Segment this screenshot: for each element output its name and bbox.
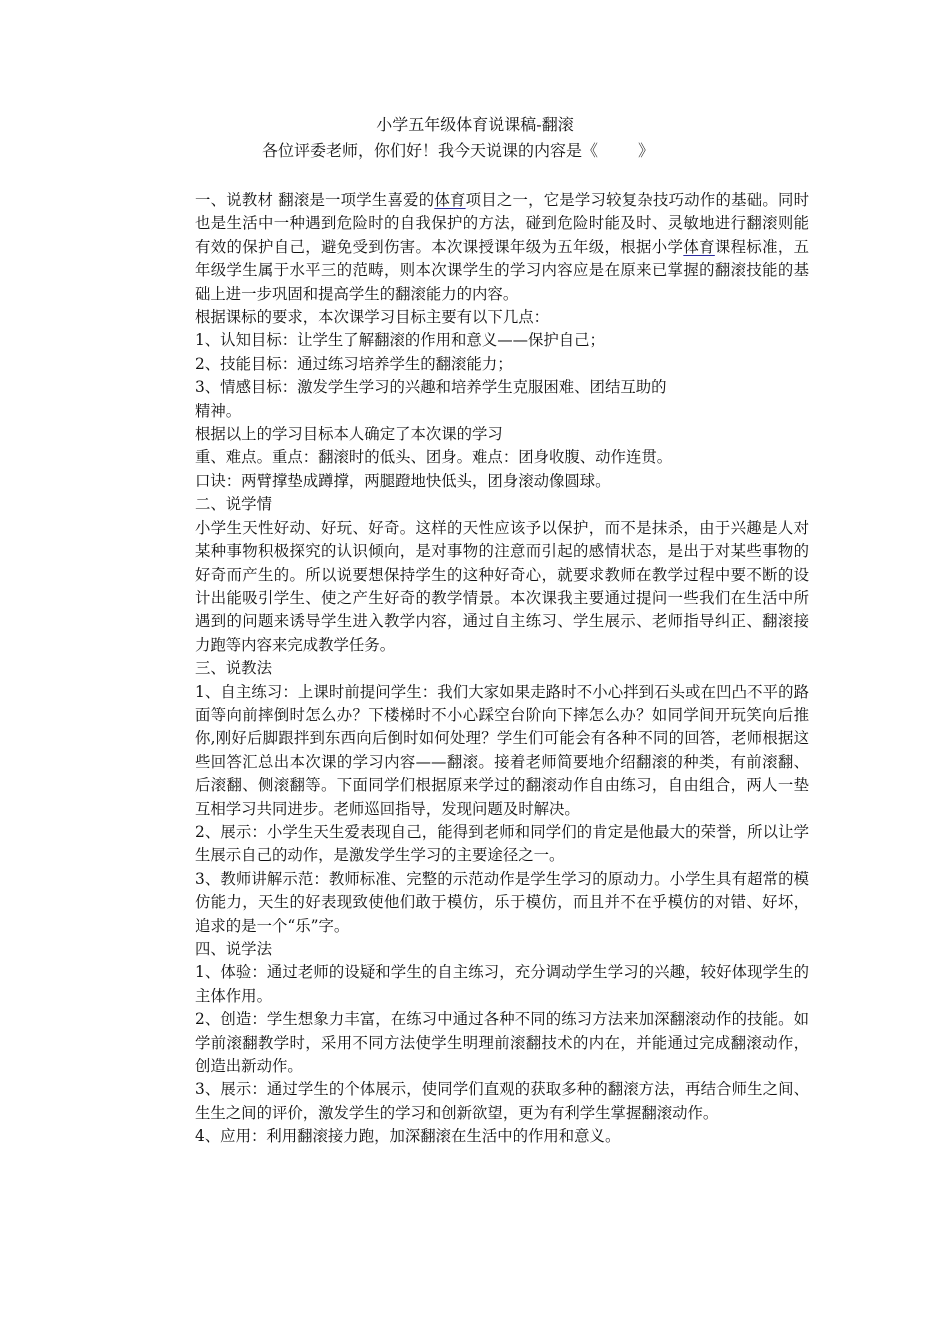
- goal-skill: 2、技能目标：通过练习培养学生的翻滚能力；: [195, 354, 513, 373]
- section3-heading: 三、说教法: [195, 659, 272, 678]
- section1-suffix: 课程标准，五年级学生属于水平三的范畴，则本次课学生的学习内容应是在原来已掌握的翻滚技能的基础上进一步巩固和提高学生的翻滚能力的内容。: [195, 237, 809, 303]
- focus-difficulty: 重、难点。重点：翻滚时的低头、团身。难点：团身收腹、动作连贯。: [195, 448, 673, 467]
- section4-heading: 四、说学法: [195, 940, 272, 958]
- rhyme: 口诀：两臂撑垫成蹲撑，两腿蹬地快低头，团身滚动像圆球。: [195, 471, 611, 490]
- learn-showcase: 3、展示：通过学生的个体展示，使同学们直观的获取多种的翻滚方法，再结合师生之间、生生之间的评价，激发学生的学习和创新欲望，更为有利学生掌握翻滚动作。: [195, 1080, 809, 1122]
- section1-mid: 项目之一，它是学习较复杂技巧动作的基础。同时也是生活中一种遇到危险时的自我保护的方法，碰到危险时能及时、灵敏地进行翻滚则能有效的保护自己，避免受到伤害。本次课授课年级为五年级，根据小学: [195, 191, 809, 256]
- document-title: 小学五年级体育说课稿-翻滚: [376, 115, 574, 134]
- goal-cognitive: 1、认知目标：让学生了解翻滚的作用和意义——保护自己；: [195, 331, 605, 350]
- method-demonstration: 3、教师讲解示范：教师标准、完整的示范动作是学生学习的原动力。小学生具有超常的模仿能力，天生的好表现致使他们敢于模仿，乐于模仿，而且并不在乎模仿的对错、好坏，追求的是一个“乐”字。: [195, 869, 809, 935]
- method-self-practice: 1、自主练习：上课时前提问学生：我们大家如果走路时不小心拌到石头或在凹凸不平的路面等向前摔倒时怎么办？下楼梯时不小心踩空台阶向下摔怎么办？如同学间开玩笑向后推你,刚好后脚跟拌到东西向后倒时如何处理？学生们可能会有各种不同的回答，老师根据这些回答汇总出本次课的学习内容——翻滚。接着老师简要地介绍翻滚的种类，有前滚翻、后滚翻、侧滚翻等。下面同学们根据原来学过的翻滚动作自由练习，自由组合，两人一垫互相学习共同进步。老师巡回指导，发现问题及时解决。: [195, 682, 809, 818]
- method-showcase: 2、展示：小学生天生爱表现自己，能得到老师和同学们的肯定是他最大的荣誉，所以让学生展示自己的动作，是激发学生学习的主要途径之一。: [195, 822, 809, 865]
- sports-link[interactable]: 体育: [434, 191, 466, 209]
- section1-prefix: 一、说教材 翻滚是一项学生喜爱的: [195, 191, 435, 209]
- section1-paragraph: [195, 189, 809, 306]
- goal-emotional-continued: 精神。: [195, 401, 242, 420]
- learn-experience: 1、体验：通过老师的设疑和学生的自主练习，充分调动学生学习的兴趣，较好体现学生的主体作用。: [195, 963, 809, 1005]
- section2-heading: 二、说学情: [195, 495, 272, 514]
- goals-intro: 根据课标的要求，本次课学习目标主要有以下几点：: [195, 308, 549, 327]
- goal-emotional: 3、情感目标：激发学生学习的兴趣和培养学生克服困难、团结互助的: [195, 378, 667, 397]
- document-body: [195, 189, 809, 1149]
- greeting-text: 各位评委老师，你们好！我今天说课的内容是《: [262, 141, 599, 160]
- section2-paragraph: 小学生天性好动、好玩、好奇。这样的天性应该予以保护，而不是抹杀，由于兴趣是人对某种事物积极探究的认识倾向，是对事物的注意而引起的感情状态，是出于对某些事物的好奇而产生的。所以说要想保持学生的这种好奇心，就要求教师在教学过程中要不断的设计出能吸引学生、使之产生好奇的教学情景。本次课我主要通过提问一些我们在生活中所遇到的问题来诱导学生进入教学内容，通过自主练习、学生展示、老师指导纠正、翻滚接力跑等内容来完成教学任务。: [195, 518, 809, 654]
- greeting-close-quote: 》: [638, 141, 655, 160]
- focus-intro: 根据以上的学习目标本人确定了本次课的学习: [195, 425, 503, 444]
- sports-link-2[interactable]: 体育: [683, 237, 715, 256]
- greeting-line: [262, 140, 654, 162]
- learn-creation: 2、创造：学生想象力丰富，在练习中通过各种不同的练习方法来加深翻滚动作的技能。如学前滚翻教学时，采用不同方法使学生明理前滚翻技术的内在，并能通过完成翻滚动作，创造出新动作。: [195, 1010, 809, 1076]
- learn-application: 4、应用：利用翻滚接力跑，加深翻滚在生活中的作用和意义。: [195, 1127, 621, 1146]
